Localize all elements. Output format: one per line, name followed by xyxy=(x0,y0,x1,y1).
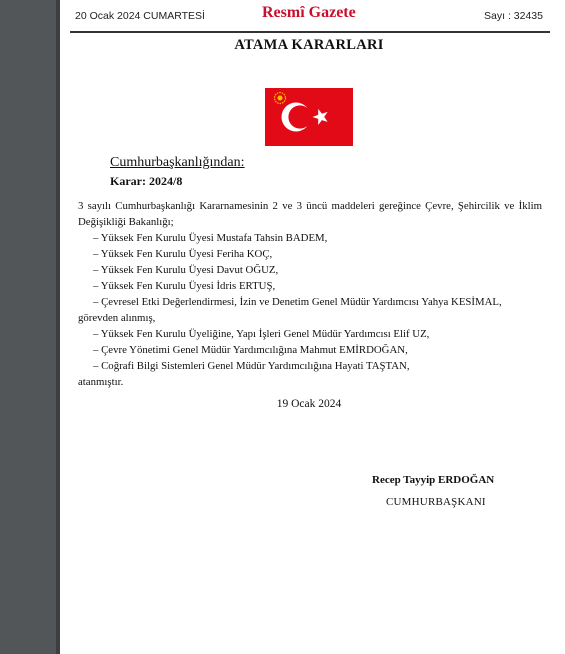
dismissal-item: – Yüksek Fen Kurulu Üyesi Davut OĞUZ, xyxy=(93,264,279,276)
dismissal-item: – Çevresel Etki Değerlendirmesi, İzin ve Denetim Genel Müdür Yardımcısı Yahya KESİMAL, xyxy=(93,296,502,308)
gazette-page xyxy=(60,0,565,654)
decree-body xyxy=(78,198,542,390)
issue-number: Sayı : 32435 xyxy=(484,10,543,22)
dismissal-item: – Yüksek Fen Kurulu Üyesi İdris ERTUŞ, xyxy=(93,280,276,292)
signatory-name: Recep Tayyip ERDOĞAN xyxy=(372,474,495,486)
appointment-item: – Yüksek Fen Kurulu Üyeliğine, Yapı İşleri Genel Müdür Yardımcısı Elif UZ, xyxy=(93,328,430,340)
gazette-name: Resmî Gazete xyxy=(262,4,356,21)
dismissal-item: – Yüksek Fen Kurulu Üyesi Mustafa Tahsin BADEM, xyxy=(93,232,328,244)
appointment-note: atanmıştır. xyxy=(78,376,124,388)
signatory-title: CUMHURBAŞKANI xyxy=(386,496,486,508)
appointment-item: – Coğrafi Bilgi Sistemleri Genel Müdür Yardımcılığına Hayati TAŞTAN, xyxy=(93,360,410,372)
viewer-side-panel xyxy=(0,0,56,654)
page-title: ATAMA KARARLARI xyxy=(234,37,384,53)
turkish-flag-emblem-icon xyxy=(265,88,353,146)
intro-paragraph: 3 sayılı Cumhurbaşkanlığı Kararnamesinin 2 ve 3 üncü maddeleri gereğince Çevre, Şehircilik ve İklim Değişikliği Bakanlığı; xyxy=(78,200,542,228)
issuer-heading: Cumhurbaşkanlığından: xyxy=(110,155,245,170)
dismissal-item: – Yüksek Fen Kurulu Üyesi Feriha KOÇ, xyxy=(93,248,273,260)
decree-number: Karar: 2024/8 xyxy=(110,174,183,188)
dismissal-note: görevden alınmış, xyxy=(78,312,156,324)
appointment-item: – Çevre Yönetimi Genel Müdür Yardımcılığına Mahmut EMİRDOĞAN, xyxy=(93,344,408,356)
header-divider xyxy=(70,31,550,33)
header-date: 20 Ocak 2024 CUMARTESİ xyxy=(75,10,205,22)
decree-date: 19 Ocak 2024 xyxy=(276,398,342,410)
